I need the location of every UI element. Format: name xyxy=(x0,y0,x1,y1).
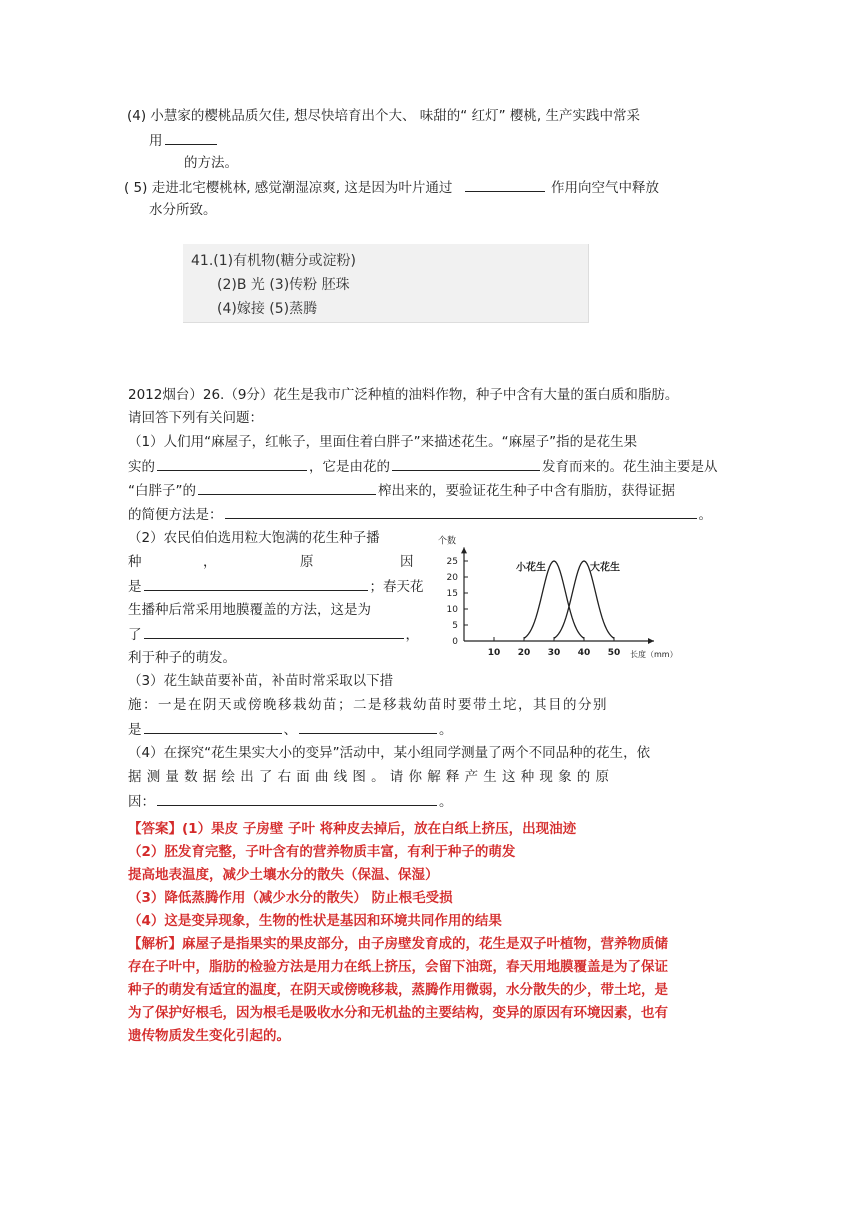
p2-text-d: 因 xyxy=(400,554,414,570)
q5-blank[interactable] xyxy=(465,177,545,192)
y-axis-label: 个数 xyxy=(438,536,457,547)
explanation-line-3: 种子的萌发有适宜的温度，在阴天或傍晚移栽，蒸腾作用微弱，水分散失的少，带土坨，是 xyxy=(128,982,668,998)
p2-text-h: ， xyxy=(405,627,419,643)
p2-line5 xyxy=(128,624,419,645)
answer-line-5: （4）这是变异现象，生物的性状是基因和环境共同作用的结果 xyxy=(128,913,502,929)
p2-text-g: 了 xyxy=(128,627,142,643)
p2-text-f: ；春天花 xyxy=(369,579,424,595)
series-label: 大花生 xyxy=(590,562,620,574)
x-tick-label: 40 xyxy=(577,648,591,658)
q5-text-b: 作用向空气中释放 xyxy=(550,180,659,196)
p2-text-a: 种 xyxy=(128,554,142,570)
p3-text-b: 、 xyxy=(283,722,297,738)
answer-line-3: 提高地表温度，减少土壤水分的散失（保温、保湿） xyxy=(128,867,439,883)
y-tick-label: 15 xyxy=(446,589,458,599)
p1-text-c: 发育而来的。花生油主要是从 xyxy=(542,459,718,475)
p3-blank-2[interactable] xyxy=(299,719,437,734)
y-axis-arrow xyxy=(461,547,467,553)
p3-blank-1[interactable] xyxy=(144,719,282,734)
p1-line1: （1）人们用“麻屋子，红帐子，里面住着白胖子”来描述花生。“麻屋子”指的是花生果 xyxy=(128,434,638,450)
p2-blank-2[interactable] xyxy=(144,624,404,639)
p3-line3 xyxy=(128,719,453,740)
p1-text-a: 实的 xyxy=(128,459,155,475)
q5-line2: 水分所致。 xyxy=(149,202,217,218)
q5-line1 xyxy=(124,177,659,198)
p2-line4: 生播种后常采用地膜覆盖的方法，这是为 xyxy=(128,602,371,618)
answer-image xyxy=(183,244,589,323)
answer-line-4: （3）降低蒸腾作用（减少水分的散失） 防止根毛受损 xyxy=(128,890,453,906)
p2-blank-1[interactable] xyxy=(144,576,368,591)
y-tick-label: 5 xyxy=(452,621,458,631)
p2-line3 xyxy=(128,576,424,597)
x-tick-label: 10 xyxy=(487,648,501,658)
p1-blank-2[interactable] xyxy=(392,456,540,471)
answer-line-2: （2）胚发育完整，子叶含有的营养物质丰富，有利于种子的萌发 xyxy=(128,844,516,860)
y-tick-label: 10 xyxy=(446,605,458,615)
p4-text-b: 。 xyxy=(439,794,453,810)
p3-line2: 施：一是在阴天或傍晚移栽幼苗；二是移栽幼苗时要带土坨，其目的分别 xyxy=(128,697,608,713)
p1-text-d: “白胖子”的 xyxy=(128,483,196,499)
x-axis-label: 长度（mm） xyxy=(630,650,678,659)
explanation-line-5: 遗传物质发生变化引起的。 xyxy=(128,1028,290,1044)
question-intro-2: 请回答下列有关问题： xyxy=(128,410,263,426)
y-tick-label: 0 xyxy=(452,637,458,647)
q4-text: 用 xyxy=(149,133,163,149)
explanation-line-1: 【解析】麻屋子是指果实的果皮部分，由子房壁发育成的，花生是双子叶植物，营养物质储 xyxy=(128,936,668,952)
p1-blank-3[interactable] xyxy=(198,480,376,495)
p3-line1: （3）花生缺苗要补苗，补苗时常采取以下措 xyxy=(128,673,394,689)
p3-text-c: 。 xyxy=(439,722,453,738)
y-tick-label: 25 xyxy=(446,557,458,567)
answer-image-line3: (4)嫁接 (5)蒸腾 xyxy=(217,301,318,317)
x-axis-arrow xyxy=(648,638,654,644)
p1-line2 xyxy=(128,456,718,477)
q4-blank[interactable] xyxy=(165,130,217,145)
answer-image-line1: 41.(1)有机物(糖分或淀粉) xyxy=(191,253,357,269)
x-tick-label: 30 xyxy=(547,648,561,658)
p2-line6: 利于种子的萌发。 xyxy=(128,650,236,666)
p4-text-a: 因： xyxy=(128,794,155,810)
p1-text-e: 榨出来的，要验证花生种子中含有脂肪，获得证据 xyxy=(378,483,675,499)
answer-line-1: 【答案】(1）果皮 子房壁 子叶 将种皮去掉后，放在白纸上挤压，出现油迹 xyxy=(128,821,577,837)
p2-line2 xyxy=(128,552,418,572)
p1-text-f: 的简便方法是： xyxy=(128,507,223,523)
p2-line1: （2）农民伯伯选用粒大饱满的花生种子播 xyxy=(128,530,380,546)
length-distribution-chart xyxy=(436,533,678,663)
explanation-line-2: 存在子叶中，脂肪的检验方法是用力在纸上挤压，会留下油斑，春天用地膜覆盖是为了保证 xyxy=(128,959,668,975)
p3-text-a: 是 xyxy=(128,722,142,738)
series-label: 小花生 xyxy=(516,562,546,574)
p1-line4 xyxy=(128,504,712,525)
p1-blank-1[interactable] xyxy=(157,456,307,471)
question-intro-1: 2012烟台）26.（9分）花生是我市广泛种植的油料作物，种子中含有大量的蛋白质和脂肪。 xyxy=(128,387,679,403)
q5-text-a: ( 5) 走进北宅樱桃林, 感觉潮湿凉爽, 这是因为叶片通过 xyxy=(124,180,453,196)
p4-line1: （4）在探究“花生果实大小的变异”活动中，某小组同学测量了两个不同品种的花生，依 xyxy=(128,745,651,761)
q4-line1: (4) 小慧家的樱桃品质欠佳, 想尽快培育出个大、 味甜的“ 红灯” 樱桃, 生产实践中常采 xyxy=(127,108,640,124)
p2-text-c: 原 xyxy=(300,554,314,570)
explanation-line-4: 为了保护好根毛，因为根毛是吸收水分和无机盐的主要结构，变异的原因有环境因素，也有 xyxy=(128,1005,668,1021)
p4-line2: 据测量数据绘出了右面曲线图。请你解释产生这种现象的原 xyxy=(128,769,615,785)
p1-text-b: ，它是由花的 xyxy=(309,459,390,475)
answer-image-line2: (2)B 光 (3)传粉 胚珠 xyxy=(217,277,350,293)
p1-blank-4[interactable] xyxy=(225,504,697,519)
p1-text-g: 。 xyxy=(698,507,712,523)
x-tick-label: 50 xyxy=(607,648,621,658)
p2-text-b: ， xyxy=(203,554,217,570)
x-tick-label: 20 xyxy=(517,648,531,658)
p2-text-e: 是 xyxy=(128,579,142,595)
q4-line3: 的方法。 xyxy=(184,155,238,171)
y-tick-label: 20 xyxy=(446,573,458,583)
p4-line3 xyxy=(128,791,453,812)
p4-blank-1[interactable] xyxy=(157,791,437,806)
q4-line2 xyxy=(149,130,219,151)
p1-line3 xyxy=(128,480,675,501)
